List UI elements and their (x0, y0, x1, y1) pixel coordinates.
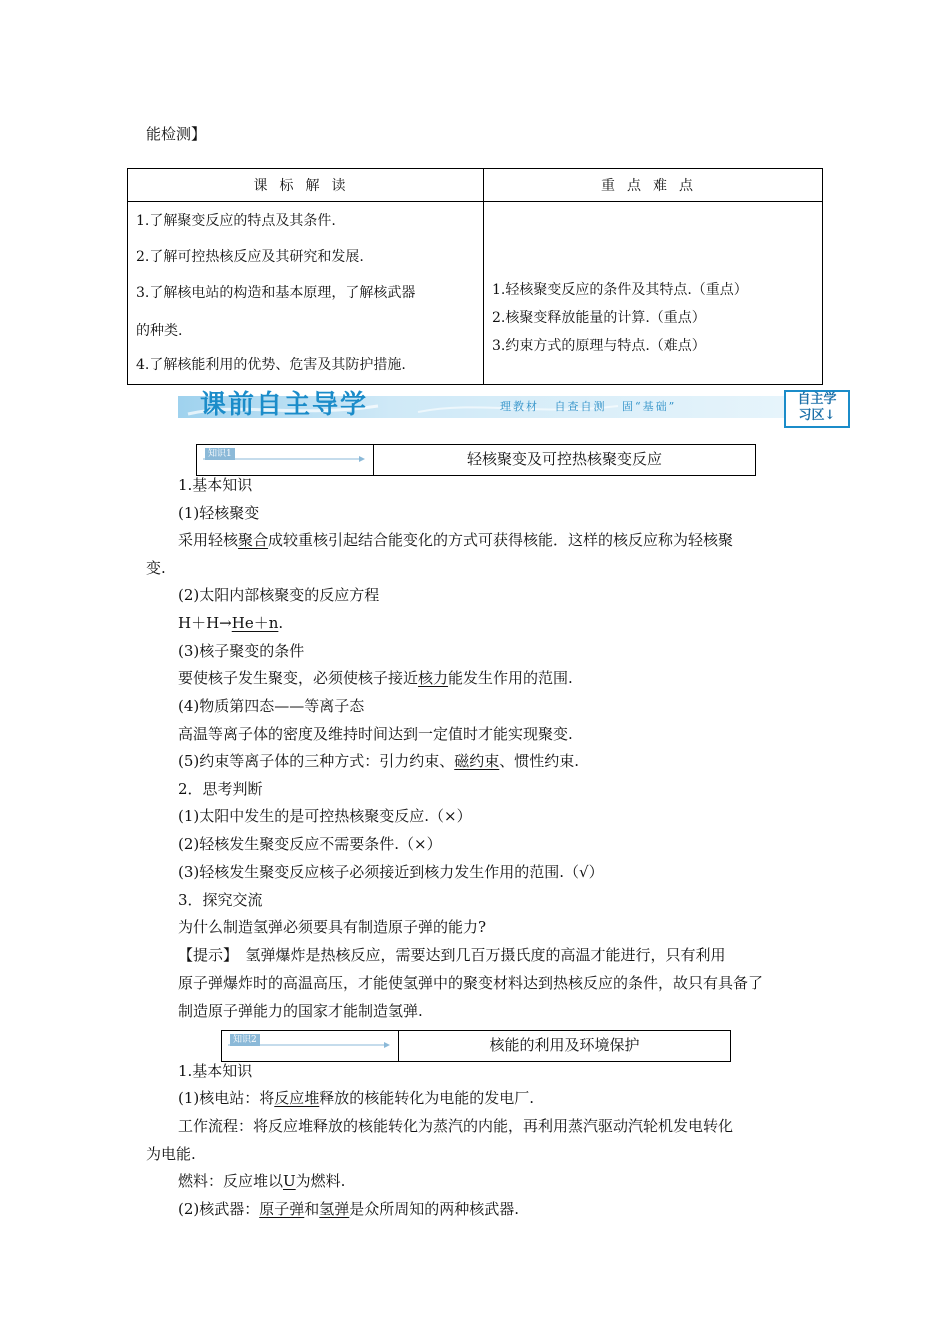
standard-item: 的种类. (136, 323, 183, 339)
banner-title: 课前自主导学 (200, 390, 369, 420)
text-line (178, 1001, 423, 1021)
text-line (178, 945, 726, 965)
text-fragment: 2．思考判断 (178, 780, 263, 798)
badge-line2: 习区 (798, 408, 825, 423)
text-fragment: 、惯性约束. (499, 752, 580, 770)
answer-blank: U (283, 1172, 296, 1190)
text-fragment: 要使核子发生聚变，必须使核子接近 (178, 669, 419, 687)
text-fragment: 能发生作用的范围. (448, 669, 573, 687)
text-fragment: . (278, 614, 284, 632)
text-fragment: 燃料：反应堆以 (178, 1172, 284, 1190)
text-line (178, 751, 579, 771)
text-fragment: (4)物质第四态——等离子态 (178, 697, 365, 715)
text-fragment: 【提示】 氢弹爆炸是热核反应，需要达到几百万摄氏度的高温才能进行，只有利用 (178, 946, 726, 964)
text-line (178, 834, 442, 854)
text-line (178, 1061, 252, 1081)
text-fragment: 成较重核引起结合能变化的方式可获得核能．这样的核反应称为轻核聚 (268, 531, 734, 549)
banner-subtitle: 理教材 自查自测 固“基础” (500, 400, 677, 413)
key-points-cell (484, 202, 823, 385)
text-line (178, 613, 283, 633)
text-line (178, 475, 252, 495)
text-line (178, 973, 763, 993)
text-line (178, 1171, 345, 1191)
text-fragment: 为燃料. (295, 1172, 346, 1190)
text-line (178, 1088, 534, 1108)
text-fragment: 为电能. (146, 1145, 196, 1163)
text-fragment: H＋H→ (178, 614, 232, 632)
text-fragment: (1)核电站：将 (178, 1089, 275, 1107)
answer-blank: 聚合 (238, 531, 269, 549)
text-fragment: (2)太阳内部核聚变的反应方程 (178, 586, 380, 604)
answer-blank: 反应堆 (274, 1089, 320, 1107)
key-point-item: 2.核聚变释放能量的计算.（重点） (492, 310, 706, 326)
text-fragment: (1)轻核聚变 (178, 504, 260, 522)
text-fragment: 高温等离子体的密度及维持时间达到一定值时才能实现聚变. (178, 725, 573, 743)
self-study-badge (784, 390, 850, 428)
standard-item: 3.了解核电站的构造和基本原理，了解核武器 (136, 285, 416, 301)
text-fragment: (3)轻核发生聚变反应核子必须接近到核力发生作用的范围.（√） (178, 863, 604, 881)
text-line (178, 1199, 519, 1219)
arrow-right-icon (203, 455, 367, 463)
knowledge-tag-1 (197, 445, 374, 475)
text-fragment: 是众所周知的两种核武器. (349, 1200, 520, 1218)
answer-blank: 原子弹 (259, 1200, 305, 1218)
text-fragment: 释放的核能转化为电能的发电厂. (319, 1089, 535, 1107)
badge-line1: 自主学 (797, 392, 837, 407)
text-fragment: 变. (146, 559, 166, 577)
knowledge-title-1: 轻核聚变及可控热核聚变反应 (466, 450, 662, 468)
text-line (178, 1116, 733, 1136)
section-banner (178, 384, 850, 426)
standard-item: 2.了解可控热核反应及其研究和发展. (136, 249, 364, 265)
key-point-item: 3.约束方式的原理与特点.（难点） (492, 338, 706, 354)
standards-cell (128, 202, 484, 385)
knowledge-tag-2 (222, 1031, 399, 1061)
standard-item: 4.了解核能利用的优势、危害及其防护措施. (136, 357, 406, 373)
text-line (178, 862, 604, 882)
text-fragment: 采用轻核 (178, 531, 239, 549)
knowledge-box-2 (221, 1030, 731, 1062)
standard-item: 1.了解聚变反应的特点及其条件. (136, 213, 336, 229)
arrow-down-icon: ↓ (824, 408, 836, 423)
answer-blank: 核力 (418, 669, 449, 687)
text-fragment: (3)核子聚变的条件 (178, 642, 305, 660)
key-point-item: 1.轻核聚变反应的条件及其特点.（重点） (492, 282, 748, 298)
text-fragment: 原子弹爆炸时的高温高压，才能使氢弹中的聚变材料达到热核反应的条件，故只有具备了 (178, 974, 764, 992)
knowledge-title-2: 核能的利用及环境保护 (489, 1036, 640, 1054)
text-fragment: 为什么制造氢弹必须要具有制造原子弹的能力? (178, 918, 487, 936)
text-fragment: 和 (304, 1200, 320, 1218)
text-fragment: 1.基本知识 (178, 1062, 253, 1080)
text-line (178, 724, 573, 744)
text-line (178, 530, 733, 550)
text-line (178, 696, 364, 716)
text-fragment: (5)约束等离子体的三种方式：引力约束、 (178, 752, 455, 770)
text-line (178, 890, 263, 910)
header-fragment: 能检测】 (146, 125, 207, 143)
text-line (146, 1144, 196, 1164)
text-line (178, 641, 304, 661)
text-line (178, 668, 573, 688)
text-fragment: (2)核武器： (178, 1200, 260, 1218)
knowledge-tag-label: 知识2 (230, 1034, 260, 1046)
table-header-key-points: 重点难点 (484, 169, 823, 202)
arrow-right-icon (228, 1041, 392, 1049)
knowledge-box-1 (196, 444, 756, 476)
text-line (146, 558, 166, 578)
text-fragment: 工作流程：将反应堆释放的核能转化为蒸汽的内能，再利用蒸汽驱动汽轮机发电转化 (178, 1117, 734, 1135)
answer-blank: 氢弹 (319, 1200, 350, 1218)
text-fragment: 制造原子弹能力的国家才能制造氢弹. (178, 1002, 423, 1020)
knowledge-tag-label: 知识1 (205, 448, 235, 460)
standards-table (127, 168, 823, 385)
text-line (178, 585, 379, 605)
answer-blank: 磁约束 (454, 752, 500, 770)
text-line (178, 917, 486, 937)
text-line (178, 806, 472, 826)
text-fragment: 1.基本知识 (178, 476, 253, 494)
text-fragment: (2)轻核发生聚变反应不需要条件.（×） (178, 835, 442, 853)
text-fragment: 3．探究交流 (178, 891, 263, 909)
text-line (178, 779, 263, 799)
text-fragment: (1)太阳中发生的是可控热核聚变反应.（×） (178, 807, 472, 825)
table-header-standards: 课标解读 (128, 169, 484, 202)
answer-blank: He＋n (231, 614, 279, 632)
text-line (178, 503, 259, 523)
